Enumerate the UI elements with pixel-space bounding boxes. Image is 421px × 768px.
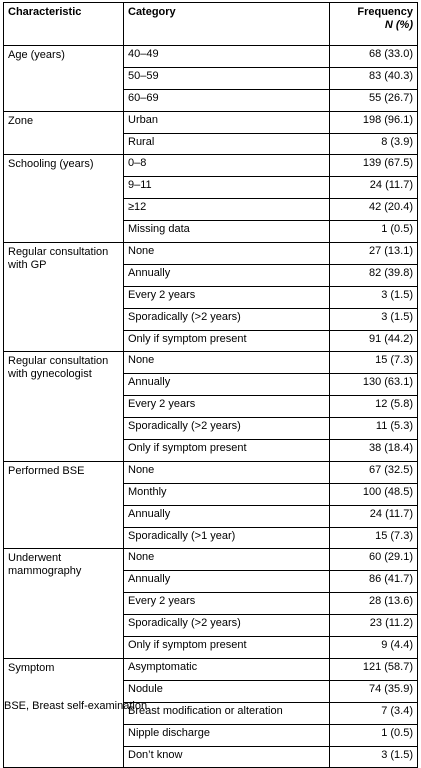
frequency-cell: 67 (32.5) xyxy=(330,461,418,483)
table-row xyxy=(4,461,418,483)
category-cell: None xyxy=(124,352,330,374)
frequency-cell: 24 (11.7) xyxy=(330,177,418,199)
characteristic-cell: Regular consultation with gynecologist xyxy=(4,352,124,461)
characteristic-cell: Underwent mammography xyxy=(4,549,124,658)
table-body xyxy=(4,46,418,768)
category-cell: Sporadically (>2 years) xyxy=(124,308,330,330)
frequency-cell: 9 (4.4) xyxy=(330,637,418,659)
frequency-cell: 91 (44.2) xyxy=(330,330,418,352)
table-row xyxy=(4,549,418,571)
frequency-cell: 7 (3.4) xyxy=(330,702,418,724)
frequency-cell: 100 (48.5) xyxy=(330,483,418,505)
category-cell: Sporadically (>2 years) xyxy=(124,418,330,440)
category-cell: Annually xyxy=(124,571,330,593)
frequency-cell: 3 (1.5) xyxy=(330,746,418,768)
category-cell: 0–8 xyxy=(124,155,330,177)
frequency-cell: 82 (39.8) xyxy=(330,264,418,286)
frequency-cell: 121 (58.7) xyxy=(330,658,418,680)
frequency-cell: 42 (20.4) xyxy=(330,199,418,221)
category-cell: 50–59 xyxy=(124,67,330,89)
frequency-cell: 68 (33.0) xyxy=(330,46,418,68)
table-footnote: BSE, Breast self-examination. xyxy=(4,700,151,712)
category-cell: ≥12 xyxy=(124,199,330,221)
frequency-cell: 11 (5.3) xyxy=(330,418,418,440)
frequency-cell: 1 (0.5) xyxy=(330,221,418,243)
category-cell: Annually xyxy=(124,374,330,396)
category-cell: None xyxy=(124,549,330,571)
table-row xyxy=(4,658,418,680)
frequency-cell: 83 (40.3) xyxy=(330,67,418,89)
category-cell: Only if symptom present xyxy=(124,440,330,462)
category-cell: Rural xyxy=(124,133,330,155)
category-cell: 60–69 xyxy=(124,89,330,111)
characteristic-cell: Performed BSE xyxy=(4,461,124,549)
header-row xyxy=(4,3,418,46)
frequency-cell: 3 (1.5) xyxy=(330,286,418,308)
characteristic-cell: Age (years) xyxy=(4,46,124,112)
category-cell: Only if symptom present xyxy=(124,637,330,659)
category-cell: Don’t know xyxy=(124,746,330,768)
frequency-cell: 55 (26.7) xyxy=(330,89,418,111)
header-frequency-sub: N (%) xyxy=(384,19,413,31)
category-cell: 9–11 xyxy=(124,177,330,199)
frequency-cell: 24 (11.7) xyxy=(330,505,418,527)
table-row xyxy=(4,352,418,374)
category-cell: Missing data xyxy=(124,221,330,243)
frequency-cell: 15 (7.3) xyxy=(330,352,418,374)
table-row xyxy=(4,243,418,265)
frequency-cell: 8 (3.9) xyxy=(330,133,418,155)
category-cell: Nipple discharge xyxy=(124,724,330,746)
category-cell: Breast modification or alteration xyxy=(124,702,330,724)
frequency-cell: 15 (7.3) xyxy=(330,527,418,549)
category-cell: Only if symptom present xyxy=(124,330,330,352)
category-cell: Urban xyxy=(124,111,330,133)
category-cell: Nodule xyxy=(124,680,330,702)
category-cell: Annually xyxy=(124,264,330,286)
category-cell: Every 2 years xyxy=(124,396,330,418)
header-characteristic: Characteristic xyxy=(4,3,124,46)
frequency-cell: 139 (67.5) xyxy=(330,155,418,177)
category-cell: None xyxy=(124,243,330,265)
frequency-cell: 130 (63.1) xyxy=(330,374,418,396)
characteristic-cell: Regular consultation with GP xyxy=(4,243,124,352)
header-frequency xyxy=(330,3,418,46)
frequency-cell: 1 (0.5) xyxy=(330,724,418,746)
frequency-cell: 74 (35.9) xyxy=(330,680,418,702)
characteristic-cell: Schooling (years) xyxy=(4,155,124,243)
category-cell: None xyxy=(124,461,330,483)
characteristic-cell: Zone xyxy=(4,111,124,155)
frequency-cell: 28 (13.6) xyxy=(330,593,418,615)
frequency-cell: 38 (18.4) xyxy=(330,440,418,462)
table-row xyxy=(4,155,418,177)
category-cell: Sporadically (>1 year) xyxy=(124,527,330,549)
frequency-cell: 86 (41.7) xyxy=(330,571,418,593)
frequency-cell: 23 (11.2) xyxy=(330,615,418,637)
category-cell: Monthly xyxy=(124,483,330,505)
header-category: Category xyxy=(124,3,330,46)
category-cell: Every 2 years xyxy=(124,593,330,615)
frequency-cell: 27 (13.1) xyxy=(330,243,418,265)
category-cell: Sporadically (>2 years) xyxy=(124,615,330,637)
characteristic-cell: Symptom xyxy=(4,658,124,767)
frequency-cell: 198 (96.1) xyxy=(330,111,418,133)
frequency-cell: 3 (1.5) xyxy=(330,308,418,330)
category-cell: Annually xyxy=(124,505,330,527)
category-cell: 40–49 xyxy=(124,46,330,68)
category-cell: Every 2 years xyxy=(124,286,330,308)
header-frequency-label: Frequency xyxy=(357,6,413,18)
table-row xyxy=(4,111,418,133)
frequency-cell: 60 (29.1) xyxy=(330,549,418,571)
frequency-cell: 12 (5.8) xyxy=(330,396,418,418)
table-row xyxy=(4,46,418,68)
characteristics-table xyxy=(3,2,418,768)
category-cell: Asymptomatic xyxy=(124,658,330,680)
